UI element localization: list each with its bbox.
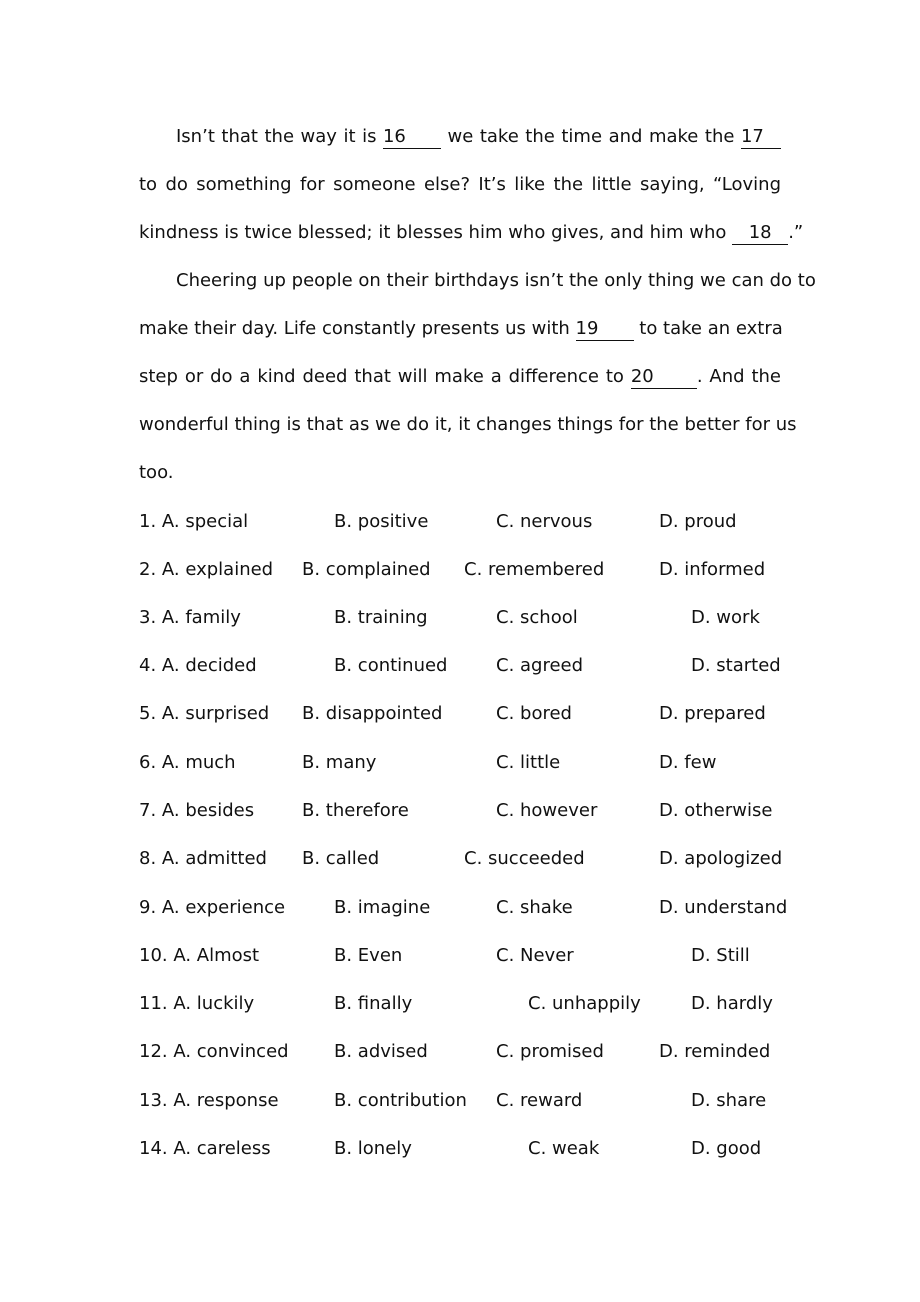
- option-c: C. promised: [496, 1041, 604, 1062]
- option-a: 1. A. special: [139, 511, 249, 532]
- blank-16: 16: [383, 126, 441, 149]
- question-row: [0, 1086, 920, 1116]
- option-a: 10. A. Almost: [139, 945, 260, 966]
- option-d: D. few: [659, 752, 717, 773]
- option-d: D. apologized: [659, 848, 783, 869]
- passage-text: make their day. Life constantly presents us with: [139, 318, 570, 339]
- blank-18: 18: [732, 222, 788, 245]
- option-c: C. shake: [496, 897, 573, 918]
- question-row: [0, 1134, 920, 1164]
- passage-text: Isn’t that the way it is: [176, 126, 377, 147]
- option-a: 2. A. explained: [139, 559, 274, 580]
- option-a: 3. A. family: [139, 607, 241, 628]
- option-b: B. complained: [302, 559, 431, 580]
- option-b: B. finally: [334, 993, 413, 1014]
- option-d: D. reminded: [659, 1041, 771, 1062]
- passage-line: [139, 458, 781, 488]
- passage-line: [139, 218, 804, 248]
- option-c: C. however: [496, 800, 598, 821]
- question-row: [0, 844, 920, 874]
- option-d: D. Still: [691, 945, 750, 966]
- option-c: C. little: [496, 752, 561, 773]
- option-c: C. Never: [496, 945, 574, 966]
- blank-20: 20: [631, 366, 697, 389]
- option-c: C. school: [496, 607, 578, 628]
- option-b: B. therefore: [302, 800, 409, 821]
- option-c: C. succeeded: [464, 848, 585, 869]
- option-a: 7. A. besides: [139, 800, 255, 821]
- passage-line: [139, 170, 781, 200]
- option-a: 8. A. admitted: [139, 848, 267, 869]
- passage-text: too.: [139, 462, 174, 483]
- passage-text: .”: [788, 222, 804, 243]
- option-d: D. proud: [659, 511, 737, 532]
- question-row: [0, 796, 920, 826]
- passage-line: [139, 314, 781, 344]
- passage-text: . And the: [696, 366, 781, 387]
- option-c: C. nervous: [496, 511, 593, 532]
- passage-text: Cheering up people on their birthdays isn’t the only thing we can do to: [176, 270, 816, 291]
- option-b: B. imagine: [334, 897, 431, 918]
- blank-17: 17: [741, 126, 781, 149]
- question-row: [0, 1037, 920, 1067]
- option-b: B. disappointed: [302, 703, 443, 724]
- passage-line: [139, 410, 797, 440]
- passage-text: we take the time and make the: [447, 126, 735, 147]
- option-b: B. Even: [334, 945, 403, 966]
- option-d: D. work: [691, 607, 760, 628]
- question-row: [0, 507, 920, 537]
- option-c: C. agreed: [496, 655, 584, 676]
- option-b: B. many: [302, 752, 377, 773]
- option-d: D. hardly: [691, 993, 773, 1014]
- option-b: B. called: [302, 848, 380, 869]
- option-a: 13. A. response: [139, 1090, 279, 1111]
- option-b: B. contribution: [334, 1090, 467, 1111]
- question-row: [0, 651, 920, 681]
- passage-text: wonderful thing is that as we do it, it changes things for the better for us: [139, 414, 797, 435]
- passage-line: [176, 266, 816, 296]
- option-a: 4. A. decided: [139, 655, 257, 676]
- option-d: D. informed: [659, 559, 766, 580]
- option-d: D. share: [691, 1090, 767, 1111]
- option-b: B. advised: [334, 1041, 428, 1062]
- option-b: B. continued: [334, 655, 448, 676]
- option-d: D. otherwise: [659, 800, 773, 821]
- passage-text: kindness is twice blessed; it blesses him who gives, and him who: [139, 222, 727, 243]
- option-a: 5. A. surprised: [139, 703, 270, 724]
- passage-text: to do something for someone else? It’s like the little saying, “Loving: [139, 174, 781, 195]
- option-c: C. remembered: [464, 559, 605, 580]
- blank-19: 19: [576, 318, 634, 341]
- question-row: [0, 989, 920, 1019]
- passage-line: [139, 362, 781, 392]
- passage-text: step or do a kind deed that will make a difference to: [139, 366, 624, 387]
- option-d: D. started: [691, 655, 781, 676]
- question-row: [0, 941, 920, 971]
- option-d: D. good: [691, 1138, 762, 1159]
- option-a: 12. A. convinced: [139, 1041, 289, 1062]
- option-a: 9. A. experience: [139, 897, 286, 918]
- passage-line: [176, 122, 781, 152]
- option-c: C. reward: [496, 1090, 583, 1111]
- option-a: 14. A. careless: [139, 1138, 271, 1159]
- passage-text: to take an extra: [639, 318, 783, 339]
- option-c: C. bored: [496, 703, 572, 724]
- option-d: D. prepared: [659, 703, 766, 724]
- option-c: C. weak: [528, 1138, 600, 1159]
- option-c: C. unhappily: [528, 993, 641, 1014]
- question-row: [0, 555, 920, 585]
- option-a: 11. A. luckily: [139, 993, 255, 1014]
- question-row: [0, 603, 920, 633]
- option-b: B. training: [334, 607, 428, 628]
- option-d: D. understand: [659, 897, 788, 918]
- question-row: [0, 748, 920, 778]
- option-b: B. lonely: [334, 1138, 412, 1159]
- question-row: [0, 699, 920, 729]
- question-row: [0, 893, 920, 923]
- option-a: 6. A. much: [139, 752, 236, 773]
- option-b: B. positive: [334, 511, 429, 532]
